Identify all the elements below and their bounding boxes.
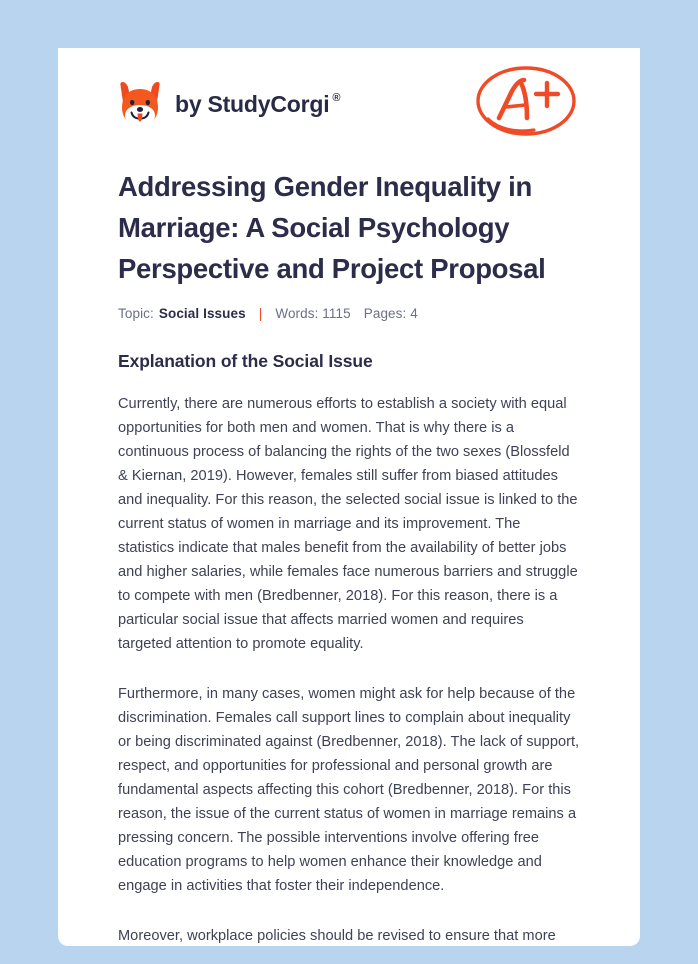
- page-title: Addressing Gender Inequality in Marriage: A Social Psychology Perspective and Project Proposal: [118, 171, 546, 284]
- registered-trademark-icon: ®: [332, 91, 341, 104]
- meta-topic-label: Topic:: [118, 306, 154, 321]
- brand-name-text: StudyCorgi: [207, 90, 330, 117]
- corgi-face-icon: [118, 80, 162, 128]
- meta-word-count: Words: 1115: [275, 306, 351, 321]
- a-plus-grade-badge-icon: [472, 61, 580, 148]
- section-heading: Explanation of the Social Issue: [118, 351, 373, 371]
- meta-page-count: Pages: 4: [363, 306, 418, 321]
- body-paragraph: Moreover, workplace policies should be revised to ensure that more: [118, 928, 556, 944]
- document-page: [58, 48, 640, 946]
- meta-separator: |: [258, 306, 263, 321]
- studycorgi-brand[interactable]: [118, 80, 340, 128]
- brand-wordmark: [175, 91, 340, 118]
- document-meta: [118, 306, 580, 321]
- brand-by-text: by: [175, 90, 202, 117]
- body-paragraph: Currently, there are numerous efforts to establish a society with equal opportunities for both men and women. That is why there is a continuous process of balancing the rights of the two sexes (Blossfeld & Kiernan, 2019). However, females still suffer from biased attitudes and inequality. For this reason, the selected social issue is linked to the current status of women in marriage and its improvement. The statistics indicate that males benefit from the availability of better jobs and higher salaries, while females face numerous barriers and struggle to compete with men (Bredbenner, 2018). For this reason, there is a particular social issue that affects married women and requires targeted attention to promote equality.: [118, 396, 578, 652]
- meta-topic-value-link[interactable]: Social Issues: [158, 306, 246, 321]
- document-header: [118, 48, 580, 152]
- body-paragraph: Furthermore, in many cases, women might ask for help because of the discrimination. Females call support lines to complain about inequality or being discriminated against (Bredbenner, 2018). The lack of support, respect, and opportunities for professional and personal growth are fundamental aspects affecting this cohort (Bredbenner, 2018). For this reason, the issue of the current status of women in marriage remains a pressing concern. The possible interventions involve offering free education programs to help women enhance their knowledge and engage in activities that foster their independence.: [118, 686, 580, 894]
